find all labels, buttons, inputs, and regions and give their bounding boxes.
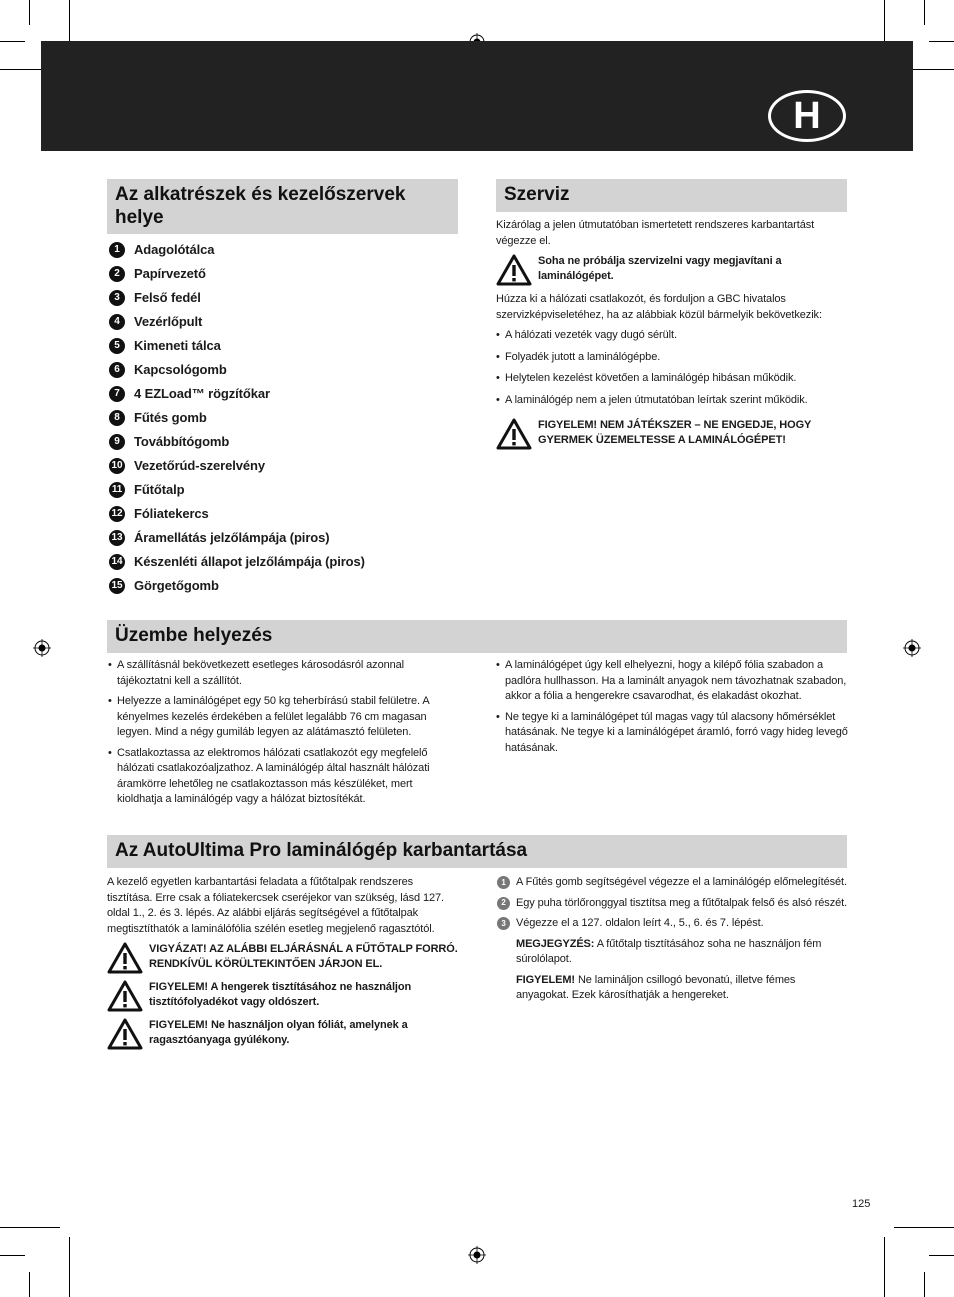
crop-mark [0, 1255, 25, 1256]
list-item [109, 406, 459, 430]
list-item [109, 286, 459, 310]
part-label: Kapcsológomb [134, 362, 227, 378]
page-number: 125 [852, 1198, 871, 1210]
part-label: Vezérlőpult [134, 314, 203, 330]
number-badge: 3 [109, 290, 125, 306]
note-label: MEGJEGYZÉS: [516, 937, 595, 950]
warning-triangle-icon [107, 942, 143, 974]
parts-list [109, 238, 459, 598]
number-badge: 12 [109, 506, 125, 522]
setup-section-title: Üzembe helyezés [107, 620, 847, 653]
warning-text: FIGYELEM! A hengerek tisztításához ne használjon tisztítófolyadékot vagy oldószert. [149, 981, 412, 1008]
warning-triangle-icon [496, 254, 532, 286]
crop-mark [924, 0, 925, 25]
list-item [109, 502, 459, 526]
part-label: Kimeneti tálca [134, 338, 221, 354]
number-badge: 5 [109, 338, 125, 354]
registration-mark-icon [33, 639, 51, 657]
part-label: Fűtőtalp [134, 482, 185, 498]
list-item [109, 334, 459, 358]
number-badge: 11 [109, 482, 125, 498]
list-item: • A laminálógép nem a jelen útmutatóban leírtak szerint működik. [496, 393, 848, 409]
note-text: Ne lamináljon csillogó bevonatú, illetve fémes anyagokat. Ezek károsíthatják a hengereket. [516, 973, 796, 1001]
warning-text: VIGYÁZAT! AZ ALÁBBI ELJÁRÁSNÁL A FŰTŐTALP FORRÓ. RENDKÍVÜL KÖRÜLTEKINTŐEN JÁRJON EL. [149, 943, 458, 970]
list-item: • Folyadék jutott a laminálógépbe. [496, 350, 848, 366]
list-item [109, 310, 459, 334]
step-number: 1 [497, 876, 510, 889]
crop-mark [884, 1237, 885, 1297]
warning-text: Soha ne próbálja szervizelni vagy megjavítani a laminálógépet. [538, 255, 782, 282]
list-item: • Helytelen kezelést követően a laminálógép hibásan működik. [496, 371, 848, 387]
warning-block [107, 980, 459, 1012]
list-item [109, 262, 459, 286]
crop-mark [69, 1237, 70, 1297]
step-text: Végezze el a 127. oldalon leírt 4., 5., 6. és 7. lépést. [516, 917, 764, 929]
crop-mark [0, 1227, 60, 1228]
part-label: Adagolótálca [134, 242, 215, 258]
part-label: Papírvezető [134, 266, 206, 282]
step-text: A Fűtés gomb segítségével végezze el a laminálógép előmelegítését. [516, 876, 847, 888]
warning-block [496, 254, 848, 286]
note-label: FIGYELEM! [516, 973, 575, 986]
maintenance-intro: A kezelő egyetlen karbantartási feladata a fűtőtalpak rendszeres tisztítása. Erre csak a fóliatekercsek cseréjekor van szükség, lásd 127. oldal 1., 2. és 3. lépés. Az alábbi eljárás segítségével a fűtőtalpak megtisztíthatók a laminálófólia szélén esetleg megjelenő ragasztótól. [107, 876, 445, 935]
list-item [109, 550, 459, 574]
list-item [109, 358, 459, 382]
list-item: • Ne tegye ki a laminálógépet túl magas vagy túl alacsony hőmérséklet hatásának. Ne tegye ki a laminálógépet áramló, forró vagy hideg levegő hatásának. [496, 710, 848, 757]
crop-mark [29, 0, 30, 25]
crop-mark [0, 41, 25, 42]
note-text: A fűtőtalp tisztításához soha ne használjon fém súrolólapot. [516, 937, 822, 965]
list-item: • Csatlakoztassa az elektromos hálózati csatlakozót egy megfelelő hálózati csatlakozóaljzathoz. A laminálógép által használt hálózati áramkörre lehetőleg ne csatlakoztasson más készüléket, mert kioldhatja a laminálógép vagy a hálózat biztosítékát. [108, 746, 433, 808]
warning-block [107, 1018, 459, 1050]
crop-mark [929, 1255, 954, 1256]
list-item [109, 574, 459, 598]
service-section-title: Szerviz [496, 179, 847, 212]
service-bullets [496, 328, 848, 408]
list-item [109, 478, 459, 502]
part-label: Továbbítógomb [134, 434, 230, 450]
list-item: • Helyezze a laminálógépet egy 50 kg teherbírású stabil felületre. A kényelmes kezelés érdekében a felület legalább 76 cm magasan legyen. Mind a négy gumiláb legyen az alátámasztó felületen. [108, 694, 433, 741]
part-label: Fóliatekercs [134, 506, 209, 522]
part-label: 4 EZLoad™ rögzítőkar [134, 386, 270, 402]
number-badge: 2 [109, 266, 125, 282]
list-item [109, 526, 459, 550]
warning-triangle-icon [107, 1018, 143, 1050]
maintenance-left [107, 875, 459, 1056]
note-block [497, 937, 849, 968]
part-label: Áramellátás jelzőlámpája (piros) [134, 530, 330, 546]
part-label: Fűtés gomb [134, 410, 207, 426]
registration-mark-icon [903, 639, 921, 657]
list-item [109, 238, 459, 262]
step-number: 3 [497, 917, 510, 930]
number-badge: 4 [109, 314, 125, 330]
list-item [109, 454, 459, 478]
crop-mark [894, 1227, 954, 1228]
maintenance-right [497, 875, 849, 1009]
number-badge: 14 [109, 554, 125, 570]
list-item [497, 875, 849, 891]
crop-mark [929, 41, 954, 42]
warning-text: FIGYELEM! NEM JÁTÉKSZER – NE ENGEDJE, HOGY GYERMEK ÜZEMELTESSE A LAMINÁLÓGÉPET! [538, 419, 812, 446]
service-paragraph: Húzza ki a hálózati csatlakozót, és forduljon a GBC hivatalos szervizképviseletéhez, ha az alábbiak közül bármelyik bekövetkezik: [496, 293, 822, 321]
part-label: Készenléti állapot jelzőlámpája (piros) [134, 554, 365, 570]
maintenance-section-title: Az AutoUltima Pro laminálógép karbantartása [107, 835, 847, 868]
note-block [497, 973, 849, 1004]
step-number: 2 [497, 897, 510, 910]
list-item [109, 430, 459, 454]
number-badge: 13 [109, 530, 125, 546]
number-badge: 1 [109, 242, 125, 258]
list-item: • A hálózati vezeték vagy dugó sérült. [496, 328, 848, 344]
part-label: Görgetőgomb [134, 578, 219, 594]
number-badge: 15 [109, 578, 125, 594]
parts-section-title: Az alkatrészek és kezelőszervek helye [107, 179, 458, 234]
service-intro: Kizárólag a jelen útmutatóban ismertetett rendszeres karbantartást végezze el. [496, 219, 815, 247]
crop-mark [29, 1272, 30, 1297]
warning-block [107, 942, 459, 974]
list-item [497, 916, 849, 932]
warning-block [496, 418, 848, 450]
registration-mark-icon [468, 1246, 486, 1264]
maintenance-steps [497, 875, 849, 932]
list-item [109, 382, 459, 406]
setup-left-bullets [108, 658, 433, 813]
number-badge: 10 [109, 458, 125, 474]
number-badge: 8 [109, 410, 125, 426]
list-item [497, 896, 849, 912]
warning-text: FIGYELEM! Ne használjon olyan fóliát, amelynek a ragasztóanyaga gyúlékony. [149, 1019, 408, 1046]
service-content [496, 218, 848, 456]
number-badge: 7 [109, 386, 125, 402]
language-badge: H [768, 90, 846, 142]
number-badge: 9 [109, 434, 125, 450]
warning-triangle-icon [496, 418, 532, 450]
crop-mark [924, 1272, 925, 1297]
part-label: Felső fedél [134, 290, 201, 306]
warning-triangle-icon [107, 980, 143, 1012]
list-item: • A szállításnál bekövetkezett esetleges károsodásról azonnal tájékoztatni kell a szállítót. [108, 658, 433, 689]
list-item: • A laminálógépet úgy kell elhelyezni, hogy a kilépő fólia szabadon a padlóra hullhasson. Ha a laminált anyagok nem távozhatnak szabadon, akkor a fólia a hengerekre csavarodhat, és elakadást okozhat. [496, 658, 848, 705]
number-badge: 6 [109, 362, 125, 378]
part-label: Vezetőrúd-szerelvény [134, 458, 265, 474]
setup-right-bullets [496, 658, 848, 761]
step-text: Egy puha törlőronggyal tisztítsa meg a fűtőtalpak felső és alsó részét. [516, 896, 848, 909]
